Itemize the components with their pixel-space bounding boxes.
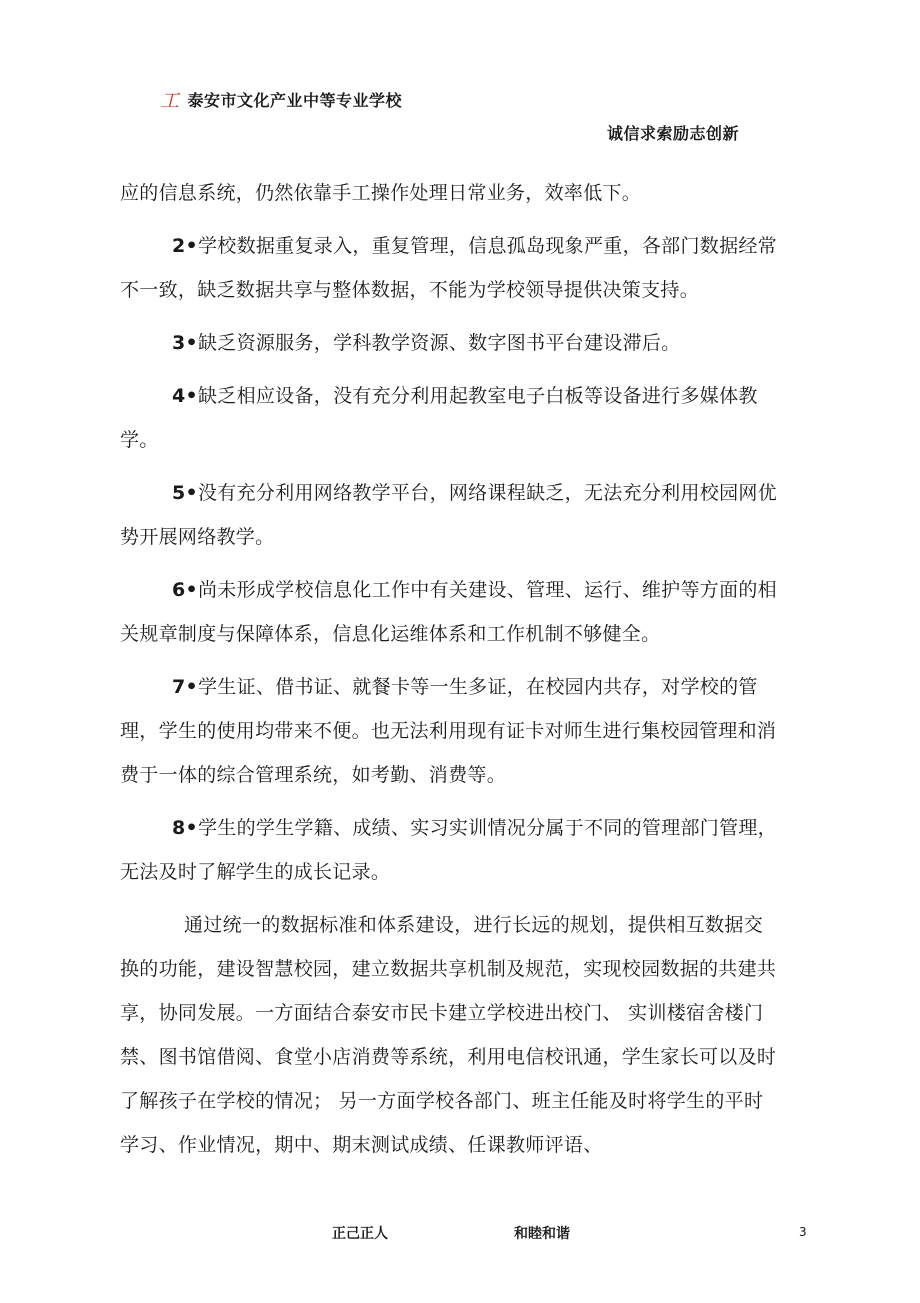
list-item-number: 2• [172, 235, 198, 257]
footer-slogan-middle: 和睦和谐 [514, 1226, 570, 1242]
paragraph-continuation: 应的信息系统，仍然依靠手工操作处理日常业务，效率低下。 [120, 182, 642, 204]
list-item: 3•缺乏资源服务，学科教学资源、数字图书平台建设滞后。 [172, 332, 681, 354]
paragraph-summary: 通过统一的数据标准和体系建设，进行长远的规划，提供相互数据交换的功能，建设智慧校园，建立数据共享机制及规范，实现校园数据的共建共享，协同发展。一方面结合泰安市民卡建立学校进出校门、 实训楼宿舍楼门禁、图书馆借阅、食堂小店消费等系统，利用电信校讯通，学生家长可以及时了解孩子在学校的情况； 另一方面学校各部门、班主任能及时将学生的平时学习、作业情况，期中、期末测试成绩、任课教师评语、 [120, 914, 777, 1156]
list-item: 2•学校数据重复录入，重复管理，信息孤岛现象严重，各部门数据经常不一致，缺乏数据共享与整体数据，不能为学校领导提供决策支持。 [120, 235, 777, 301]
school-logo-mark: 工 [160, 90, 180, 112]
list-item-number: 4• [172, 385, 198, 407]
footer-slogan-left: 正己正人 [332, 1226, 388, 1242]
list-item-number: 3• [172, 332, 198, 354]
list-item-number: 6• [172, 579, 198, 601]
list-item-number: 8• [172, 817, 198, 839]
list-item-number: 5• [172, 482, 198, 504]
page-header-school [160, 86, 402, 113]
school-motto: 诚信求索励志创新 [607, 124, 740, 143]
list-item: 4•缺乏相应设备，没有充分利用起教室电子白板等设备进行多媒体教学。 [120, 385, 758, 451]
list-item: 7•学生证、借书证、就餐卡等一生多证，在校园内共存，对学校的管理，学生的使用均带来不便。也无法利用现有证卡对师生进行集校园管理和消费于一体的综合管理系统，如考勤、消费等。 [120, 676, 777, 786]
list-item: 5•没有充分利用网络教学平台，网络课程缺乏，无法充分利用校园网优势开展网络教学。 [120, 482, 777, 548]
page-number: 3 [799, 1225, 807, 1239]
document-body [120, 171, 780, 1176]
list-item: 6•尚未形成学校信息化工作中有关建设、管理、运行、维护等方面的相关规章制度与保障体系，信息化运维体系和工作机制不够健全。 [120, 579, 777, 645]
list-item: 8•学生的学生学籍、成绩、实习实训情况分属于不同的管理部门管理，无法及时了解学生的成长记录。 [120, 817, 777, 883]
list-item-number: 7• [172, 676, 198, 698]
school-name: 泰安市文化产业中等专业学校 [187, 91, 403, 110]
